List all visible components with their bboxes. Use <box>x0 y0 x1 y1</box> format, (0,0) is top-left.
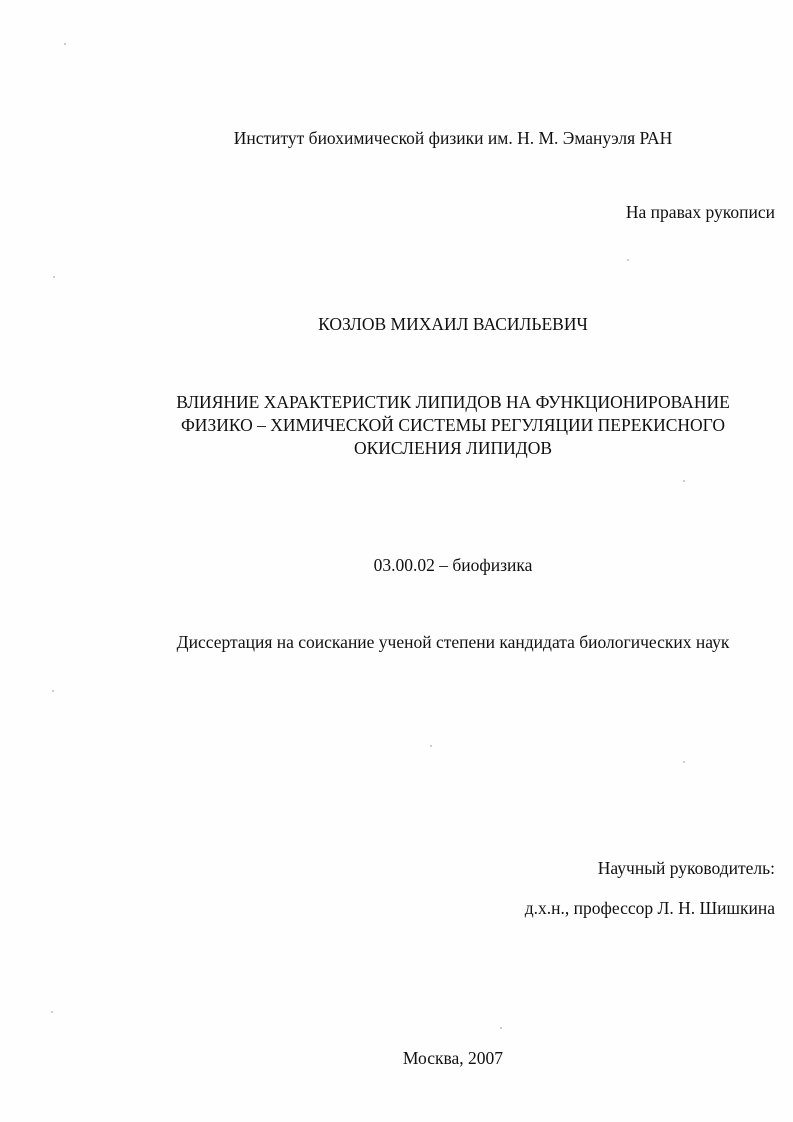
scan-speck <box>683 480 685 482</box>
scan-speck <box>683 761 685 763</box>
title-line: ФИЗИКО – ХИМИЧЕСКОЙ СИСТЕМЫ РЕГУЛЯЦИИ ПЕРЕКИСНОГО <box>180 415 725 435</box>
scan-speck <box>500 1027 502 1029</box>
specialty-code: 03.00.02 – биофизика <box>373 555 533 575</box>
supervisor-name: д.х.н., профессор Л. Н. Шишкина <box>524 898 775 918</box>
scan-speck <box>627 259 629 261</box>
institute-name: Институт биохимической физики им. Н. М. Эмануэля РАН <box>233 128 673 148</box>
scan-speck <box>430 745 432 747</box>
author-name: КОЗЛОВ МИХАИЛ ВАСИЛЬЕВИЧ <box>318 314 588 334</box>
manuscript-note: На правах рукописи <box>625 202 775 222</box>
title-line: ОКИСЛЕНИЯ ЛИПИДОВ <box>353 438 553 458</box>
title-line: ВЛИЯНИЕ ХАРАКТЕРИСТИК ЛИПИДОВ НА ФУНКЦИОНИРОВАНИЕ <box>176 392 730 412</box>
scan-speck <box>52 690 54 692</box>
scan-speck <box>64 43 66 45</box>
scan-speck <box>53 276 55 278</box>
degree-statement: Диссертация на соискание ученой степени кандидата биологических наук <box>176 632 730 652</box>
city-year: Москва, 2007 <box>402 1048 504 1068</box>
scan-speck <box>51 1011 53 1013</box>
supervisor-label: Научный руководитель: <box>597 858 775 878</box>
dissertation-title <box>100 391 793 460</box>
